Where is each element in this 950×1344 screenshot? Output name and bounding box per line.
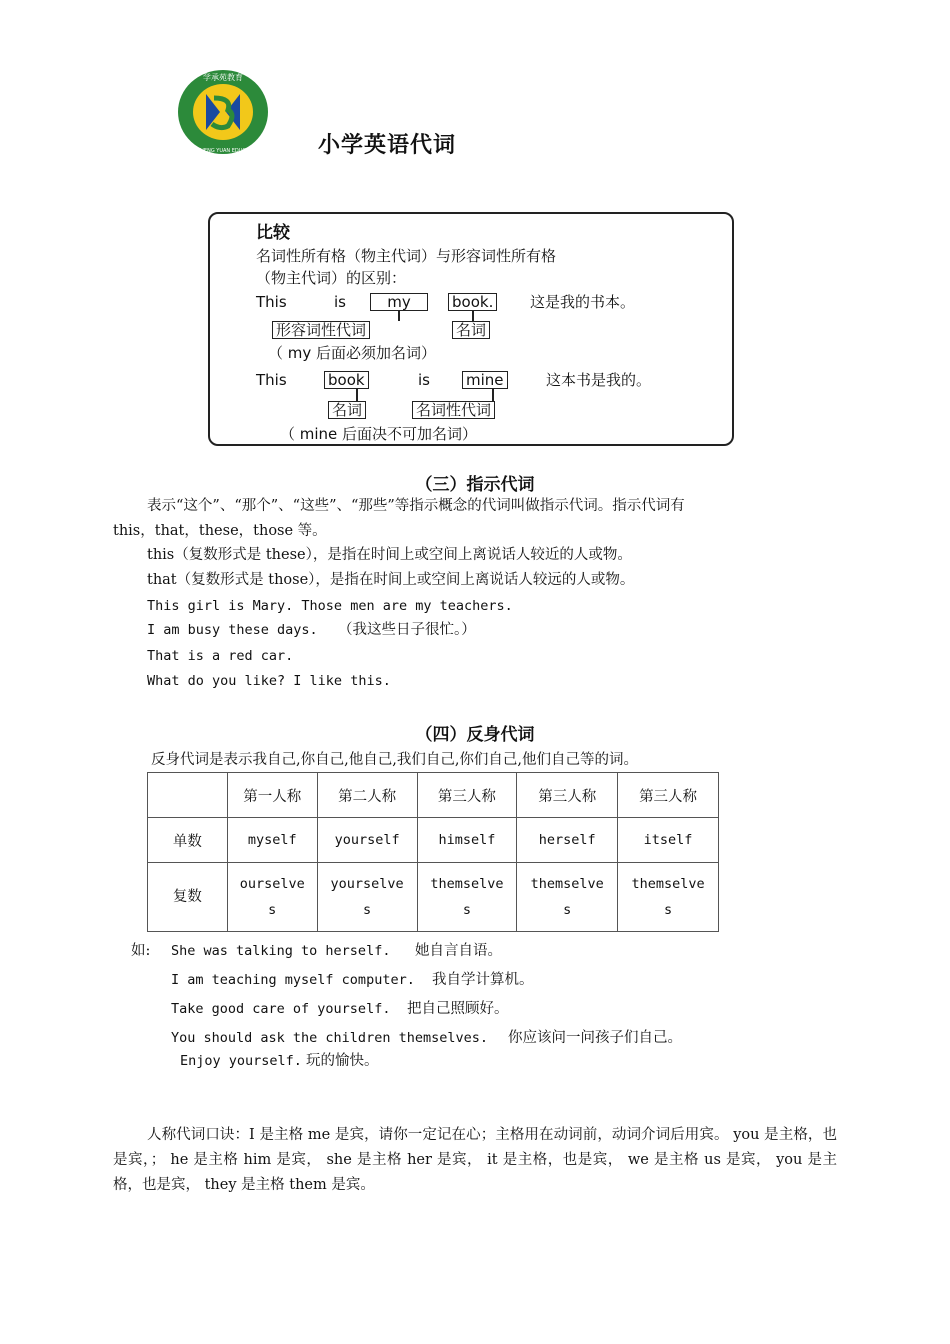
table-row-singular [148,818,719,863]
ex1-note: （ my 后面必须加名词） [268,344,437,362]
reflexive-example-en: You should ask the children themselves. [171,1030,488,1046]
table-cell: yourselves [317,863,417,932]
table-cell: himself [417,818,517,863]
table-header-cell: 第三人称 [517,773,618,818]
reflexive-example-en: Take good care of yourself. [171,1001,391,1017]
school-logo [176,68,270,156]
ex2-word-this: This [256,371,287,389]
ex2-meaning: 这本书是我的。 [546,371,652,389]
ex2-word-mine: mine [462,371,508,389]
svg-text:XUE CHENG YUAN EDUCATION: XUE CHENG YUAN EDUCATION [184,148,262,154]
reflexive-example-last-en: Enjoy yourself. [180,1053,302,1069]
ex1-word-this: This [256,293,287,311]
reflexive-example-en: She was talking to herself. [171,943,391,959]
svg-text:学承苑教育: 学承苑教育 [203,73,243,82]
ex2-label-noun: 名词 [328,401,366,419]
table-cell: ourselves [227,863,317,932]
table-row-plural [148,863,719,932]
table-header-cell: 第一人称 [227,773,317,818]
section3-this-line: this（复数形式是 these），是指在时间上或空间上离说话人较近的人或物。 [147,547,632,563]
compare-line1: 名词性所有格（物主代词）与形容词性所有格 [256,247,557,265]
ex2-word-book: book [324,371,369,389]
table-header-cell: 第三人称 [417,773,517,818]
section3-example3: That is a red car. [147,648,294,664]
ex1-label-noun: 名词 [452,321,490,339]
table-cell: itself [618,818,719,863]
section3-that-line: that（复数形式是 those），是指在时间上或空间上离说话人较远的人或物。 [147,572,635,588]
ex2-label-noun-pronoun: 名词性代词 [412,401,495,419]
table-cell: 复数 [148,863,228,932]
table-cell: yourself [317,818,417,863]
table-cell: myself [227,818,317,863]
section3-example2-translation: （我这些日子很忙。） [338,622,476,638]
reflexive-pronoun-table [147,772,719,932]
compare-line2: （物主代词）的区别： [256,269,407,287]
table-header-cell: 第二人称 [317,773,417,818]
example-prefix: 如: [131,943,151,959]
table-header-cell [148,773,228,818]
ex1-label-adjective-pronoun: 形容词性代词 [272,321,370,339]
pronoun-mnemonic: 人称代词口诀：I 是主格 me 是宾，请你一定记在心；主格用在动词前，动词介词后用宾。 you 是主格，也是宾，； he 是主格 him 是宾， she 是主格 her 是宾， it 是主格，也是宾， we 是主格 us 是宾， you 是主格，也是宾， they 是主格 them 是宾。 [113,1127,837,1193]
section3-heading: （三）指示代词 [415,475,535,495]
table-cell: themselves [517,863,618,932]
section3-intro1: 表示“这个”、“那个”、“这些”、“那些”等指示概念的代词叫做指示代词。指示代词有 [147,498,685,514]
ex1-word-is: is [334,293,346,311]
table-header-row [148,773,719,818]
comparison-box [208,212,734,446]
section3-example2: I am busy these days. [147,622,318,638]
table-cell: herself [517,818,618,863]
section3-intro2: this，that，these，those 等。 [113,523,327,539]
table-cell: themselves [417,863,517,932]
page-title: 小学英语代词 [318,133,457,158]
table-cell: themselves [618,863,719,932]
ex2-word-is: is [418,371,430,389]
ex2-note: （ mine 后面决不可加名词） [280,425,478,443]
compare-heading: 比较 [256,223,290,243]
reflexive-example-en: I am teaching myself computer. [171,972,415,988]
table-header-cell: 第三人称 [618,773,719,818]
section4-intro: 反身代词是表示我自己,你自己,他自己,我们自己,你们自己,他们自己等的词。 [151,752,639,768]
ex1-word-my: my [370,293,428,311]
reflexive-example-zh: 她自言自语。 [415,943,502,959]
reflexive-example-zh: 把自己照顾好。 [407,1001,509,1017]
section3-example1: This girl is Mary. Those men are my teachers. [147,598,513,614]
section3-example4: What do you like? I like this. [147,673,391,689]
table-cell: 单数 [148,818,228,863]
ex1-meaning: 这是我的书本。 [530,293,636,311]
reflexive-example-zh: 我自学计算机。 [432,972,534,988]
reflexive-example-zh: 你应该问一问孩子们自己。 [508,1030,682,1046]
section4-heading: （四）反身代词 [415,725,535,745]
reflexive-example-last-zh: 玩的愉快。 [306,1053,379,1069]
ex1-word-book: book. [448,293,497,311]
